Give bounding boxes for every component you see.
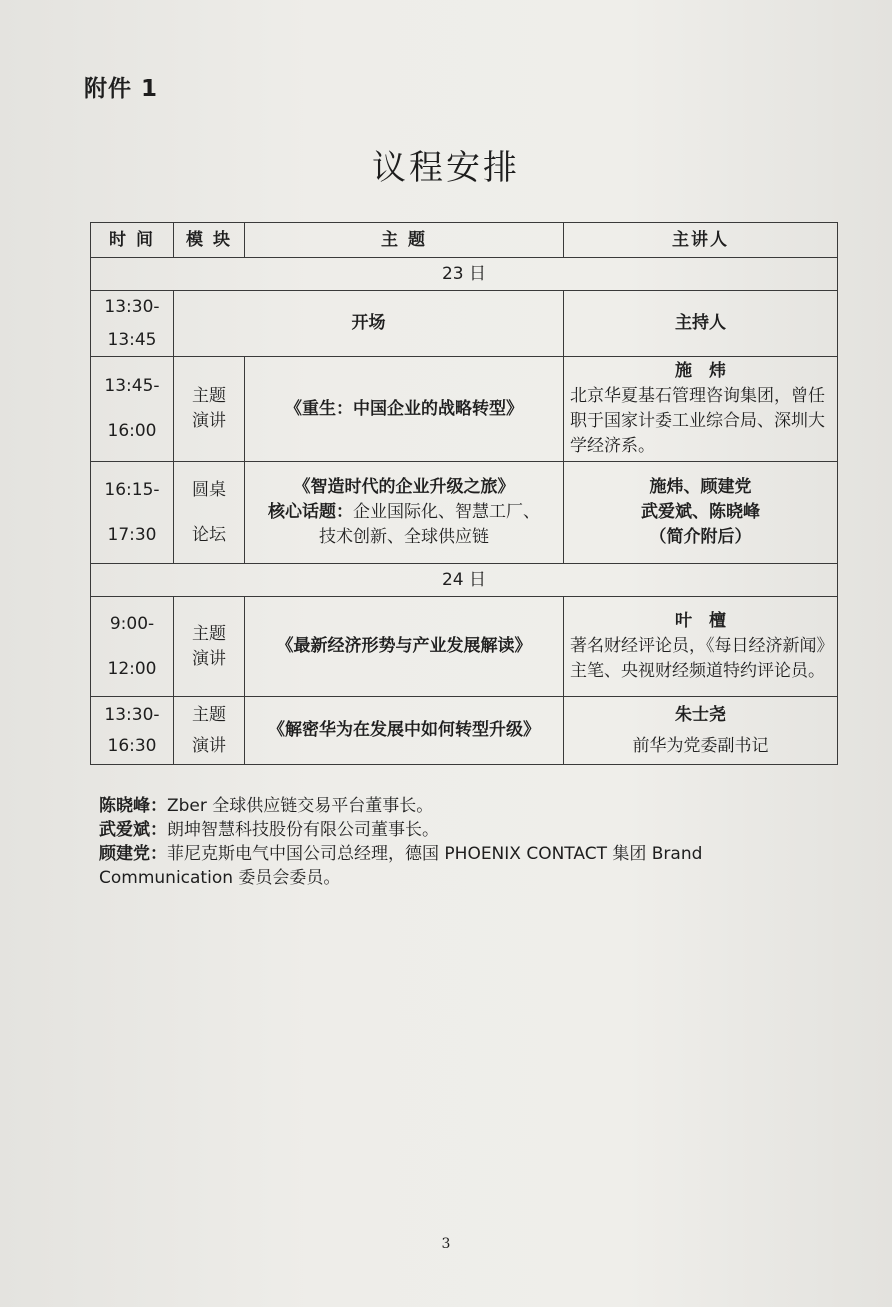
speaker-cell <box>564 357 838 462</box>
time-cell <box>91 291 174 357</box>
module-line: 演讲 <box>192 648 226 669</box>
topic-cell <box>245 462 564 564</box>
module-line: 主题 <box>192 623 226 644</box>
speaker-cell <box>564 462 838 564</box>
header-speaker: 主讲人 <box>564 223 838 258</box>
note-text: Zber 全球供应链交易平台董事长。 <box>167 796 434 816</box>
table-row <box>91 462 838 564</box>
note-item <box>99 818 799 842</box>
time-start: 13:45- <box>104 376 160 396</box>
speaker-cell: 主持人 <box>564 291 838 357</box>
topic-cell: 《重生：中国企业的战略转型》 <box>245 357 564 462</box>
speaker-desc: 北京华夏基石管理咨询集团，曾任职于国家计委工业综合局、深圳大学经济系。 <box>570 386 825 456</box>
time-end: 13:45 <box>107 329 157 350</box>
note-name: 陈晓峰： <box>99 796 167 816</box>
header-module: 模 块 <box>174 223 245 258</box>
speaker-line: （简介附后） <box>649 527 752 547</box>
speaker-notes <box>99 794 799 890</box>
time-end: 16:30 <box>107 735 157 756</box>
page-title: 议程安排 <box>372 148 520 188</box>
day-row <box>91 564 838 597</box>
topic-cell: 《解密华为在发展中如何转型升级》 <box>245 697 564 765</box>
module-line: 圆桌 <box>192 479 226 500</box>
time-start: 16:15- <box>104 479 160 500</box>
note-text: 菲尼克斯电气中国公司总经理，德国 PHOENIX CONTACT 集团 Brand Communication 委员会委员。 <box>99 844 703 888</box>
speaker-cell <box>564 697 838 765</box>
speaker-desc: 前华为党委副书记 <box>632 735 769 756</box>
topic-sub-line: 企业国际化、智慧工厂、 <box>353 502 540 522</box>
time-cell <box>91 462 174 564</box>
time-end: 17:30 <box>107 524 157 545</box>
time-start: 13:30- <box>104 296 160 317</box>
module-line: 主题 <box>192 386 226 406</box>
module-line: 演讲 <box>192 411 226 431</box>
module-cell <box>174 597 245 697</box>
table-row <box>91 291 838 357</box>
note-name: 顾建党： <box>99 844 167 864</box>
module-cell <box>174 697 245 765</box>
agenda-table <box>90 222 838 765</box>
topic-cell: 开场 <box>174 291 564 357</box>
day-label: 24 日 <box>91 564 838 597</box>
time-cell <box>91 697 174 765</box>
module-cell <box>174 357 245 462</box>
topic-sub-line: 技术创新、全球供应链 <box>319 527 489 547</box>
page-number: 3 <box>441 1236 451 1252</box>
module-line: 论坛 <box>192 524 226 545</box>
table-row <box>91 357 838 462</box>
day-row <box>91 258 838 291</box>
table-row <box>91 597 838 697</box>
module-line: 演讲 <box>192 735 226 756</box>
note-item <box>99 842 799 890</box>
time-cell <box>91 597 174 697</box>
speaker-name: 叶 檀 <box>675 611 726 631</box>
speaker-name: 朱士尧 <box>675 704 726 725</box>
time-end: 16:00 <box>107 421 157 441</box>
speaker-desc: 著名财经评论员，《每日经济新闻》主笔、央视财经频道特约评论员。 <box>570 636 825 681</box>
time-start: 9:00- <box>109 613 155 634</box>
topic-sub-label: 核心话题： <box>268 502 353 522</box>
module-cell <box>174 462 245 564</box>
speaker-line: 武爱斌、陈晓峰 <box>641 502 760 522</box>
speaker-cell <box>564 597 838 697</box>
speaker-line: 施炜、顾建党 <box>649 477 752 497</box>
table-row <box>91 697 838 765</box>
note-text: 朗坤智慧科技股份有限公司董事长。 <box>167 820 439 840</box>
topic-title: 《智造时代的企业升级之旅》 <box>293 477 515 497</box>
day-label: 23 日 <box>91 258 838 291</box>
topic-cell: 《最新经济形势与产业发展解读》 <box>245 597 564 697</box>
speaker-name: 施 炜 <box>675 361 726 381</box>
attachment-label: 附件 1 <box>84 76 159 102</box>
time-start: 13:30- <box>104 704 160 725</box>
note-name: 武爱斌： <box>99 820 167 840</box>
header-time: 时 间 <box>91 223 174 258</box>
note-item <box>99 794 799 818</box>
time-cell <box>91 357 174 462</box>
module-line: 主题 <box>192 704 226 725</box>
table-header-row <box>91 223 838 258</box>
header-topic: 主 题 <box>245 223 564 258</box>
time-end: 12:00 <box>107 658 157 679</box>
